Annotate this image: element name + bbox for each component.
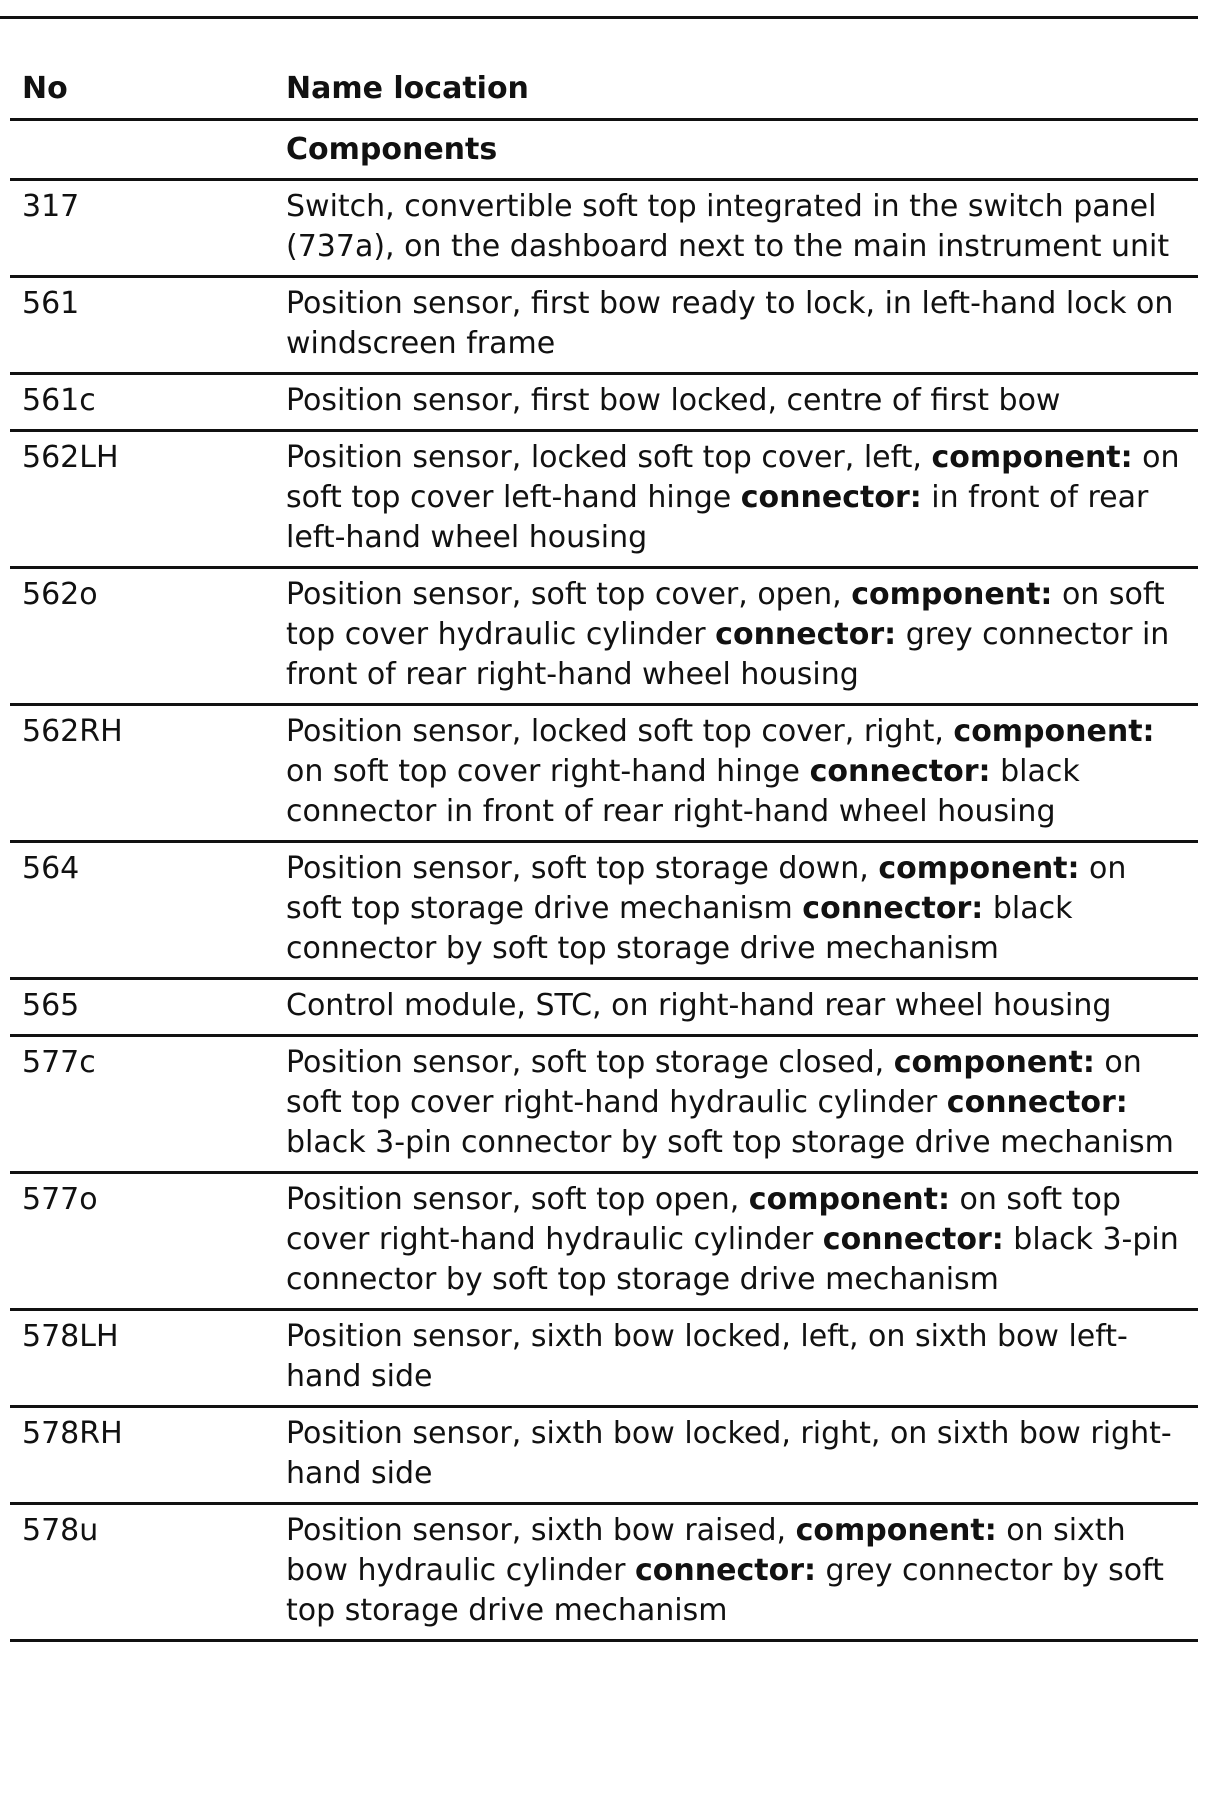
description-text: Position sensor, sixth bow locked, left, on sixth bow left-hand side xyxy=(286,1319,1128,1394)
description-keyword: component: xyxy=(851,577,1053,612)
description-keyword: connector: xyxy=(740,480,922,515)
table-row xyxy=(10,1311,1198,1408)
component-number: 578RH xyxy=(22,1416,123,1451)
section-row xyxy=(10,121,1198,181)
table-row xyxy=(10,1408,1198,1505)
description-text: Position sensor, soft top cover, open, xyxy=(286,577,852,612)
description-keyword: connector: xyxy=(715,617,897,652)
table-body xyxy=(10,181,1198,1642)
description-text: on soft top cover right-hand hinge xyxy=(286,754,810,789)
description-keyword: component: xyxy=(953,714,1155,749)
description-text: in front of rear left-hand wheel housing xyxy=(286,480,1149,555)
component-description xyxy=(286,712,1198,840)
description-keyword: component: xyxy=(748,1182,950,1217)
description-keyword: connector: xyxy=(946,1085,1128,1120)
description-text: on soft top cover right-hand hydraulic cylinder xyxy=(286,1182,1121,1257)
section-title: Components xyxy=(286,131,498,167)
description-keyword: component: xyxy=(931,440,1133,475)
description-keyword: connector: xyxy=(822,1222,1004,1257)
table-row xyxy=(10,278,1198,375)
description-keyword: component: xyxy=(893,1045,1095,1080)
description-text: Position sensor, locked soft top cover, left, xyxy=(286,440,932,475)
table-row xyxy=(10,569,1198,706)
description-keyword: component: xyxy=(795,1513,997,1548)
description-text: Position sensor, soft top storage closed, xyxy=(286,1045,894,1080)
description-text: on soft top cover hydraulic cylinder xyxy=(286,577,1165,652)
component-number: 577o xyxy=(22,1182,98,1217)
description-text: on soft top cover right-hand hydraulic cylinder xyxy=(286,1045,1142,1120)
component-number: 562RH xyxy=(22,714,123,749)
table-row xyxy=(10,1174,1198,1311)
description-keyword: connector: xyxy=(635,1553,816,1588)
component-description xyxy=(286,1511,1198,1639)
component-number: 565 xyxy=(22,988,80,1023)
table-header-row xyxy=(10,60,1198,121)
table-row xyxy=(10,181,1198,278)
description-keyword: connector: xyxy=(809,754,991,789)
description-text: on soft top storage drive mechanism xyxy=(286,851,1127,926)
component-number: 578u xyxy=(22,1513,99,1548)
table-row xyxy=(10,375,1198,432)
description-text: Position sensor, soft top storage down, xyxy=(286,851,879,886)
header-no: No xyxy=(22,71,68,106)
description-text: grey connector by soft top storage drive mechanism xyxy=(286,1553,1164,1628)
description-text: Position sensor, sixth bow raised, xyxy=(286,1513,796,1548)
table-row xyxy=(10,980,1198,1037)
table-row xyxy=(10,1505,1198,1642)
component-description xyxy=(286,849,1198,977)
component-number: 562o xyxy=(22,577,98,612)
description-text: on soft top cover left-hand hinge xyxy=(286,440,1180,515)
description-text: Control module, STC, on right-hand rear wheel housing xyxy=(286,988,1112,1023)
component-description xyxy=(286,575,1198,703)
component-number: 577c xyxy=(22,1045,96,1080)
description-text: black 3-pin connector by soft top storage drive mechanism xyxy=(286,1125,1174,1160)
description-text: black 3-pin connector by soft top storage drive mechanism xyxy=(286,1222,1179,1297)
component-number: 317 xyxy=(22,189,80,224)
description-keyword: component: xyxy=(878,851,1080,886)
description-text: grey connector in front of rear right-hand wheel housing xyxy=(286,617,1170,692)
description-text: Position sensor, locked soft top cover, right, xyxy=(286,714,954,749)
component-number: 578LH xyxy=(22,1319,119,1354)
description-text: Position sensor, soft top open, xyxy=(286,1182,749,1217)
description-text: Position sensor, sixth bow locked, right, on sixth bow right-hand side xyxy=(286,1416,1172,1491)
description-text: black connector by soft top storage drive mechanism xyxy=(286,891,1073,966)
table-row xyxy=(10,706,1198,843)
description-text: black connector in front of rear right-hand wheel housing xyxy=(286,754,1080,829)
description-text: Position sensor, first bow locked, centre of first bow xyxy=(286,383,1061,418)
component-description xyxy=(286,284,1198,372)
table-row xyxy=(10,432,1198,569)
description-text: Switch, convertible soft top integrated in the switch panel (737a), on the dashboard next to the main instrument unit xyxy=(286,189,1170,264)
description-text: on sixth bow hydraulic cylinder xyxy=(286,1513,1126,1588)
component-number: 561 xyxy=(22,286,80,321)
component-description xyxy=(286,986,1198,1034)
component-description xyxy=(286,1180,1198,1308)
component-description xyxy=(286,438,1198,566)
component-number: 561c xyxy=(22,383,96,418)
component-description xyxy=(286,1043,1198,1171)
top-rule xyxy=(0,16,1198,19)
component-number: 564 xyxy=(22,851,80,886)
description-text: Position sensor, first bow ready to lock, in left-hand lock on windscreen frame xyxy=(286,286,1174,361)
table-row xyxy=(10,1037,1198,1174)
component-description xyxy=(286,1414,1198,1502)
component-description xyxy=(286,187,1198,275)
table-row xyxy=(10,843,1198,980)
component-description xyxy=(286,381,1198,429)
component-number: 562LH xyxy=(22,440,119,475)
component-description xyxy=(286,1317,1198,1405)
description-keyword: connector: xyxy=(802,891,984,926)
components-table xyxy=(10,60,1198,1642)
header-name-location: Name location xyxy=(286,71,529,106)
